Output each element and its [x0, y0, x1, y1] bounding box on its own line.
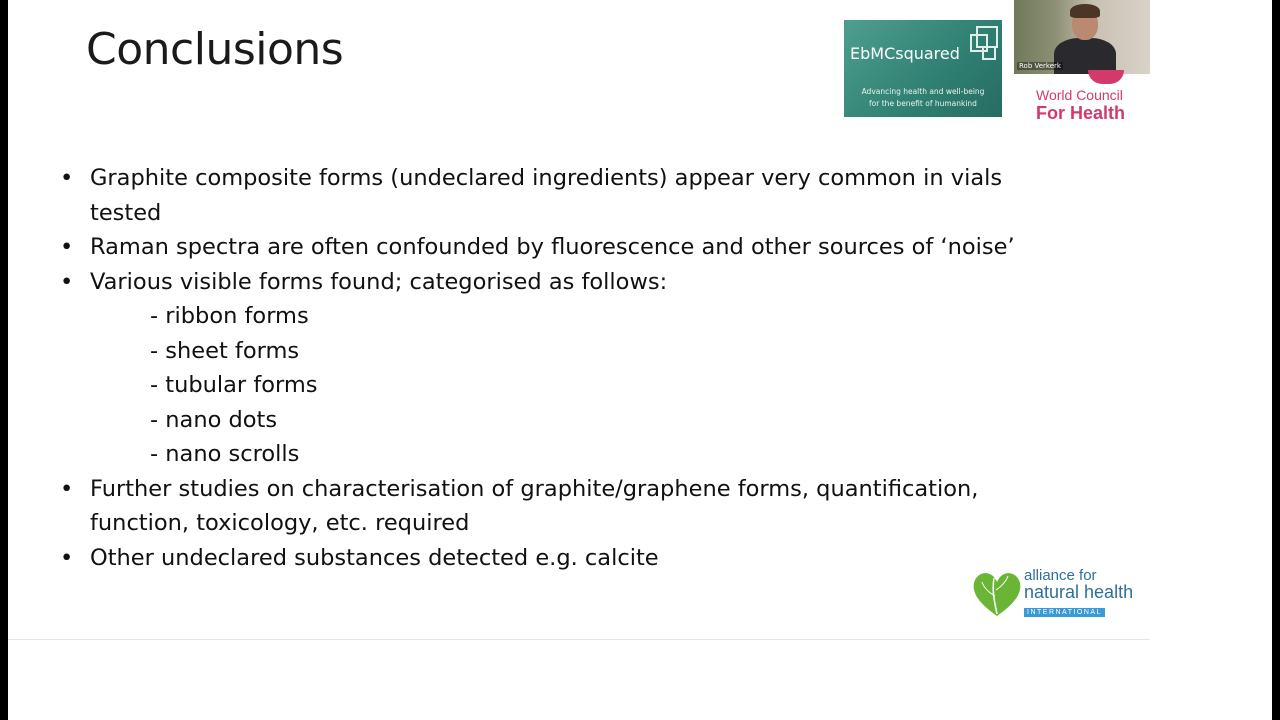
footer-divider	[8, 639, 1150, 640]
participant-name-label: Rob Verkerk	[1019, 62, 1061, 70]
world-council-for-health-logo	[1036, 88, 1125, 123]
wch-line1: World Council	[1036, 87, 1123, 103]
bullet-text: Graphite composite forms (undeclared ingredients) appear very common in vials	[90, 165, 1003, 191]
sub-item: - tubular forms	[150, 372, 318, 398]
bullet-text: Other undeclared substances detected e.g. calcite	[90, 544, 659, 571]
slide-body	[60, 161, 1080, 575]
wch-line2: For Health	[1036, 103, 1126, 123]
anh-wordmark	[1024, 568, 1133, 619]
alliance-for-natural-health-logo	[970, 566, 1140, 622]
anh-line3: INTERNATIONAL	[1024, 608, 1105, 617]
anh-line1: alliance for	[1024, 567, 1097, 584]
presentation-slide	[8, 0, 1272, 720]
logo-square-icon	[982, 46, 996, 60]
bullet-text: Further studies on characterisation of graphite/graphene forms, quantification,	[90, 475, 979, 502]
participant-body	[1054, 38, 1116, 74]
bullet-item	[60, 265, 1080, 300]
bullet-item	[60, 541, 1080, 576]
heart-leaf-icon	[970, 566, 1024, 620]
ebmc-tagline-line1: Advancing health and well-being	[861, 87, 985, 96]
ebmcsquared-logo	[844, 20, 1002, 117]
ebmc-tagline	[844, 86, 1002, 110]
bullet-item	[60, 161, 1080, 230]
bullet-text: Various visible forms found; categorised as follows:	[90, 268, 668, 295]
wch-heart-icon	[1088, 70, 1124, 84]
anh-line2: natural health	[1024, 582, 1134, 602]
sub-item: - ribbon forms	[150, 303, 309, 329]
bullet-text: Raman spectra are often confounded by fluorescence and other sources of ‘noise’	[90, 234, 1015, 260]
bullet-item	[60, 472, 1080, 541]
participant-hair	[1070, 4, 1100, 18]
webcam-thumbnail[interactable]	[1014, 0, 1150, 74]
sub-item: - sheet forms	[150, 337, 300, 364]
ebmc-tagline-line2: for the benefit of humankind	[869, 99, 977, 108]
bullet-list	[60, 161, 1080, 575]
bullet-text-continuation: tested	[90, 199, 162, 226]
slide-title: Conclusions	[86, 24, 344, 75]
bullet-text-continuation: function, toxicology, etc. required	[90, 510, 470, 536]
bullet-item	[60, 230, 1080, 265]
sub-item: - nano scrolls	[150, 441, 300, 467]
sub-item: - nano dots	[150, 406, 278, 433]
ebmc-name: EbMCsquared	[850, 44, 960, 63]
